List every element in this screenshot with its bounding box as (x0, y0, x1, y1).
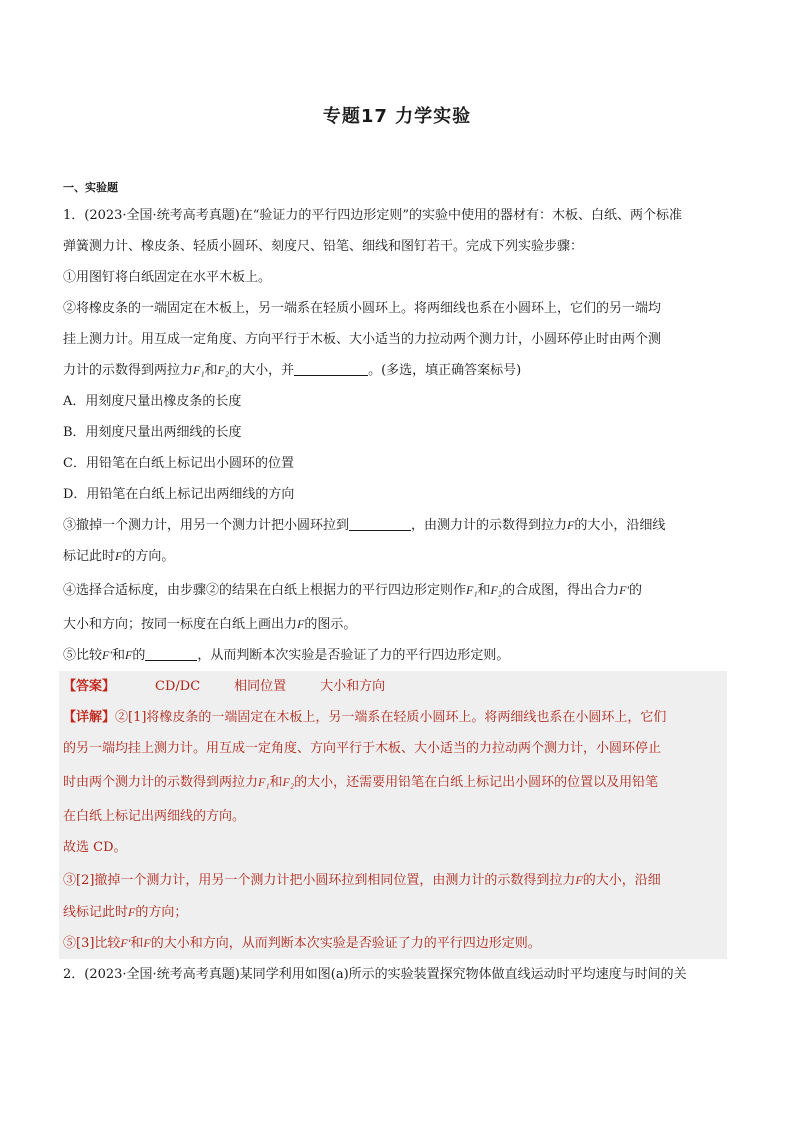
answer-value-1: CD/DC (155, 679, 201, 694)
q1-step-5 (63, 640, 723, 671)
symbol-f2: F₂ (282, 775, 295, 789)
text-segment: 力计的示数得到两拉力 (63, 363, 194, 378)
text-segment: 的大小和方向，从而判断本次实验是否验证了力的平行四边形定则。 (150, 936, 541, 951)
text-segment: 线标记此时 (63, 905, 129, 920)
text-segment: 。(多选，填正确答案标号) (368, 363, 522, 378)
text-segment: 和 (269, 775, 283, 790)
text-segment: 大小和方向；按同一标度在白纸上画出力 (63, 617, 298, 632)
q1-step-2-line-2: 挂上测力计。用互成一定角度、方向平行于木板、大小适当的力拉动两个测力计，小圆环停止时由两个测 (63, 332, 662, 347)
text-segment: 的方向； (135, 905, 188, 920)
option-b: B．用刻度尺量出两细线的长度 (63, 425, 242, 440)
text-segment: 的合成图，得出合力 (502, 583, 620, 598)
document-title: 专题17 力学实验 (322, 106, 472, 127)
text-segment: 和 (111, 648, 125, 663)
q1-line-2: 弹簧测力计、橡皮条、轻质小圆环、刻度尺、铅笔、细线和图钉若干。完成下列实验步骤： (63, 239, 584, 254)
answer-value-2: 相同位置 (234, 679, 287, 694)
detail-line-4: 在白纸上标记出两细线的方向。 (63, 809, 246, 824)
symbol-f: F (567, 518, 575, 532)
answer-label: 【答案】 (63, 679, 116, 694)
q1-step-4-line-2 (63, 609, 723, 640)
option-c: C．用铅笔在白纸上标记出小圆环的位置 (63, 456, 294, 471)
text-segment: ，从而判断本次实验是否验证了力的平行四边形定则。 (197, 648, 510, 663)
section-heading: 一、实验题 (63, 181, 118, 194)
text-segment: 的大小，沿细线 (574, 518, 666, 533)
symbol-f: F (297, 617, 305, 631)
q1-step-3-line-2 (63, 541, 723, 572)
answer-value-3: 大小和方向 (320, 679, 386, 694)
answer-line (63, 671, 727, 702)
symbol-f1: F₁ (258, 775, 270, 789)
detail-line-6 (63, 863, 727, 897)
text-segment: ③[2]撤掉一个测力计，用另一个测力计把小圆环拉到相同位置，由测力计的示数得到拉力 (63, 873, 576, 888)
symbol-f: F (575, 873, 583, 887)
text-segment: 的大小，还需要用铅笔在白纸上标记出小圆环的位置以及用铅笔 (294, 775, 659, 790)
symbol-f2: F₂ (217, 363, 230, 377)
text-segment: 标记此时 (63, 549, 116, 564)
text-segment: 的大小，沿细 (582, 873, 661, 888)
text-segment: 和 (130, 936, 144, 951)
text-segment: 的方向。 (122, 549, 175, 564)
answer-blank-1[interactable] (294, 361, 368, 376)
symbol-f-prime: F′ (120, 936, 131, 950)
detail-line-7 (63, 897, 727, 928)
detail-line-2: 的另一端均挂上测力计。用互成一定角度、方向平行于木板、大小适当的力拉动两个测力计，小圆环停止 (63, 741, 662, 756)
symbol-f2: F₂ (490, 583, 503, 597)
symbol-f: F (143, 936, 151, 950)
text-segment: ⑤[3]比较 (63, 936, 121, 951)
question-1 (63, 200, 723, 671)
text-segment: 的图示。 (304, 617, 357, 632)
symbol-f: F (128, 905, 136, 919)
content-body (63, 178, 723, 990)
detail-line-8 (63, 928, 727, 959)
q1-step-4-line-1 (63, 572, 723, 609)
detail-label: 【详解】 (63, 710, 116, 725)
detail-line-5: 故选 CD。 (63, 840, 127, 855)
text-segment: ③撤掉一个测力计，用另一个测力计把小圆环拉到 (63, 518, 350, 533)
detail-line-3 (63, 764, 727, 801)
q1-line-1: 1．(2023·全国·统考高考真题)在“验证力的平行四边形定则”的实验中使用的器材有：木板、白纸、两个标准 (63, 208, 683, 223)
symbol-f: F (115, 549, 123, 563)
detail-line-1 (63, 702, 727, 733)
text-segment: 的 (629, 583, 643, 598)
answer-blank-3[interactable] (145, 646, 197, 661)
text-segment: 时由两个测力计的示数得到两拉力 (63, 775, 259, 790)
symbol-f1: F₁ (466, 583, 478, 597)
text-segment: 和 (477, 583, 491, 598)
q1-step-3-line-1 (63, 510, 723, 541)
q1-step-2-line-3 (63, 355, 723, 386)
symbol-f: F (125, 648, 133, 662)
answer-box (59, 671, 727, 959)
symbol-f1: F₁ (193, 363, 205, 377)
text-segment: ②[1]将橡皮条的一端固定在木板上，另一端系在轻质小圆环上。将两细线也系在小圆环上，它们 (115, 710, 667, 725)
text-segment: ⑤比较 (63, 648, 103, 663)
text-segment: 和 (204, 363, 218, 378)
symbol-f-prime: F′ (102, 648, 112, 662)
q1-step-1: ①用图钉将白纸固定在水平木板上。 (63, 270, 272, 285)
q1-step-2-line-1: ②将橡皮条的一端固定在木板上，另一端系在轻质小圆环上。将两细线也系在小圆环上，它们的另一端均 (63, 301, 662, 316)
text-segment: ④选择合适标度，由步骤②的结果在白纸上根据力的平行四边形定则作 (63, 583, 467, 598)
question-2-line-1: 2．(2023·全国·统考高考真题)某同学利用如图(a)所示的实验装置探究物体做直线运动时平均速度与时间的关 (63, 967, 687, 982)
text-segment: ，由测力计的示数得到拉力 (411, 518, 568, 533)
option-a: A．用刻度尺量出橡皮条的长度 (63, 394, 242, 409)
text-segment: 的 (132, 648, 146, 663)
symbol-f-prime: F′ (619, 583, 630, 597)
answer-blank-2[interactable] (349, 516, 411, 531)
text-segment: 的大小，并 (229, 363, 295, 378)
option-d: D．用铅笔在白纸上标记出两细线的方向 (63, 487, 295, 502)
